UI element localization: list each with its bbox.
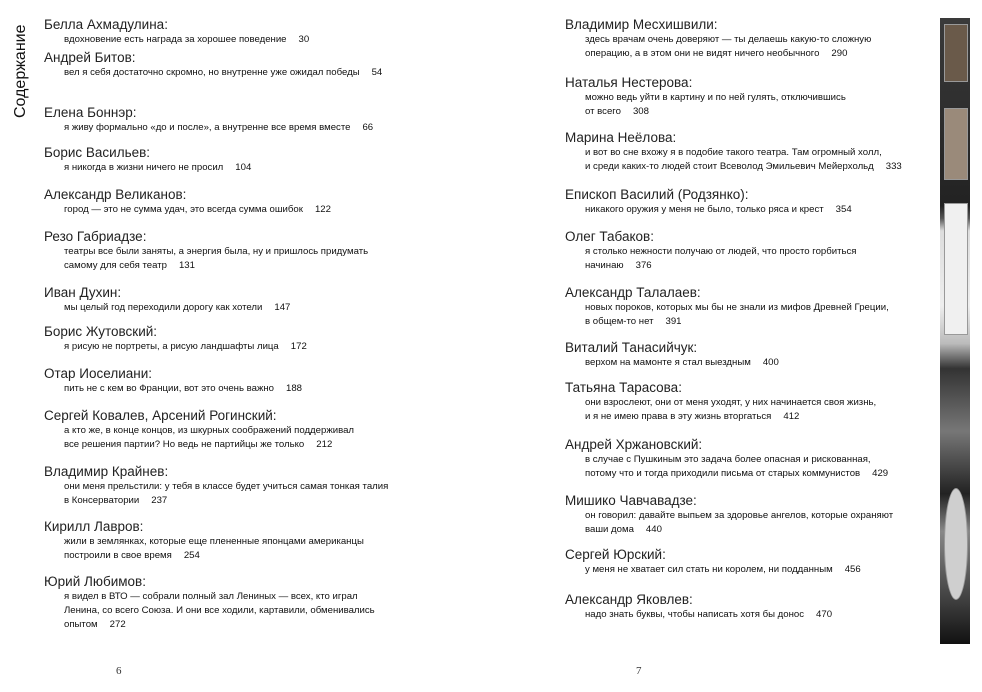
toc-quote	[64, 590, 464, 632]
toc-quote	[64, 424, 464, 452]
toc-quote	[64, 66, 464, 80]
toc-page-number: 470	[816, 609, 833, 620]
toc-quote-line: театры все были заняты, а энергия была, ну и пришлось придумать	[64, 246, 369, 257]
toc-quote-line: я видел в ВТО — собрали полный зал Лениных — всех, кто играл	[64, 591, 358, 602]
toc-quote	[585, 245, 925, 273]
toc-quote-line: потому что и тогда приходили письма от старых коммунистов 429	[585, 468, 889, 479]
toc-author: Епископ Василий (Родзянко):	[565, 187, 749, 202]
toc-quote-line: вел я себя достаточно скромно, но внутренне уже ожидал победы 54	[64, 67, 383, 78]
toc-author: Наталья Нестерова:	[565, 75, 693, 90]
toc-entry[interactable]	[44, 323, 464, 354]
toc-entry[interactable]	[44, 186, 464, 217]
toc-entry[interactable]	[565, 379, 925, 424]
toc-quote-line: в Консерватории 237	[64, 495, 168, 506]
toc-quote-line: и я не имею права в эту жизнь вторгаться 412	[585, 411, 800, 422]
toc-page-number: 188	[286, 383, 303, 394]
page-edge-photo	[940, 18, 970, 644]
toc-author: Владимир Месхишвили:	[565, 17, 718, 32]
toc-author: Андрей Битов:	[44, 50, 136, 65]
toc-entry[interactable]	[565, 546, 925, 577]
toc-quote-line: самому для себя театр 131	[64, 260, 195, 271]
toc-page-number: 237	[151, 495, 168, 506]
toc-quote	[585, 396, 925, 424]
toc-entry[interactable]	[44, 518, 464, 563]
toc-author: Белла Ахмадулина:	[44, 17, 168, 32]
toc-quote-line: новых пороков, которых мы бы не знали из мифов Древней Греции,	[585, 302, 889, 313]
toc-quote	[64, 161, 464, 175]
toc-quote	[585, 33, 925, 61]
toc-author: Татьяна Тарасова:	[565, 380, 682, 395]
toc-quote-line: надо знать буквы, чтобы написать хотя бы донос 470	[585, 609, 833, 620]
toc-quote-line: верхом на мамонте я стал выездным 400	[585, 357, 779, 368]
page-number-right: 7	[636, 665, 642, 677]
toc-entry[interactable]	[565, 284, 925, 329]
toc-quote	[585, 509, 925, 537]
toc-quote-line: я живу формально «до и после», а внутренне все время вместе 66	[64, 122, 374, 133]
toc-entry[interactable]	[44, 365, 464, 396]
toc-author: Борис Жутовский:	[44, 324, 158, 339]
toc-author: Виталий Танасийчук:	[565, 340, 698, 355]
toc-page-number: 376	[635, 260, 652, 271]
toc-quote-line: начинаю 376	[585, 260, 652, 271]
toc-quote	[585, 203, 925, 217]
toc-quote-line: и вот во сне вхожу я в подобие такого театра. Там огромный холл,	[585, 147, 882, 158]
toc-author: Андрей Хржановский:	[565, 437, 703, 452]
toc-page-number: 254	[183, 550, 200, 561]
toc-author: Елена Боннэр:	[44, 105, 137, 120]
toc-quote	[585, 301, 925, 329]
toc-page-number: 30	[298, 34, 310, 45]
toc-page-number: 104	[235, 162, 252, 173]
toc-quote-line: никакого оружия у меня не было, только ряса и крест 354	[585, 204, 852, 215]
toc-author: Александр Талалаев:	[565, 285, 701, 300]
toc-author: Юрий Любимов:	[44, 574, 146, 589]
toc-quote-line: мы целый год переходили дорогу как хотели 147	[64, 302, 291, 313]
toc-entry[interactable]	[565, 74, 925, 119]
toc-page-number: 147	[274, 302, 291, 313]
toc-quote-line: от всего 308	[585, 106, 649, 117]
section-title: Содержание	[12, 24, 29, 118]
toc-author: Кирилл Лавров:	[44, 519, 144, 534]
toc-quote	[585, 356, 925, 370]
toc-page-number: 290	[831, 48, 848, 59]
toc-entry[interactable]	[44, 407, 464, 452]
toc-quote	[585, 453, 925, 481]
toc-author: Александр Великанов:	[44, 187, 187, 202]
toc-page-number: 172	[290, 341, 307, 352]
toc-author: Отар Иоселиани:	[44, 366, 152, 381]
toc-quote-line: у меня не хватает сил стать ни королем, ни подданным 456	[585, 564, 861, 575]
toc-author: Мишико Чавчавадзе:	[565, 493, 697, 508]
toc-quote	[585, 563, 925, 577]
toc-author: Сергей Юрский:	[565, 547, 666, 562]
toc-page-number: 122	[314, 204, 331, 215]
toc-quote-line: вдохновение есть награда за хорошее поведение 30	[64, 34, 310, 45]
toc-entry[interactable]	[565, 591, 925, 622]
toc-quote-line: и среди каких-то людей стоит Всеволод Эмильевич Мейерхольд 333	[585, 161, 902, 172]
toc-quote-line: я рисую не портреты, а рисую ландшафты лица 172	[64, 341, 307, 352]
toc-quote-line: операцию, а в этом они не видят ничего необычного 290	[585, 48, 848, 59]
toc-quote	[585, 146, 925, 174]
toc-page-number: 131	[178, 260, 195, 271]
toc-quote-line: я никогда в жизни ничего не просил 104	[64, 162, 252, 173]
toc-quote-line: опытом 272	[64, 619, 126, 630]
toc-author: Марина Неёлова:	[565, 130, 677, 145]
toc-entry[interactable]	[44, 16, 464, 47]
toc-page-number: 333	[885, 161, 902, 172]
toc-quote-line: он говорил: давайте выпьем за здоровье ангелов, которые охраняют	[585, 510, 894, 521]
toc-page-number: 54	[371, 67, 383, 78]
toc-quote-line: в общем-то нет 391	[585, 316, 682, 327]
toc-quote-line: я столько нежности получаю от людей, что просто горбиться	[585, 246, 857, 257]
toc-quote-line: они взрослеют, они от меня уходят, у них начинается своя жизнь,	[585, 397, 877, 408]
toc-quote	[64, 121, 464, 135]
toc-entry[interactable]	[44, 104, 464, 135]
toc-entry[interactable]	[44, 463, 464, 508]
toc-entry[interactable]	[565, 492, 925, 537]
toc-author: Борис Васильев:	[44, 145, 151, 160]
toc-page-number: 354	[835, 204, 852, 215]
toc-quote-line: пить не с кем во Франции, вот это очень важно 188	[64, 383, 303, 394]
toc-entry[interactable]	[44, 284, 464, 315]
toc-quote-line: построили в свое время 254	[64, 550, 200, 561]
toc-quote-line: все решения партии? Но ведь не партийцы же только 212	[64, 439, 333, 450]
toc-author: Резо Габриадзе:	[44, 229, 147, 244]
toc-page-number: 212	[316, 439, 333, 450]
toc-quote-line: можно ведь уйти в картину и по ней гулять, отключившись	[585, 92, 846, 103]
toc-entry[interactable]	[565, 129, 925, 174]
toc-page-number: 272	[109, 619, 126, 630]
toc-entry[interactable]	[565, 228, 925, 273]
toc-quote	[64, 535, 464, 563]
toc-entry[interactable]	[44, 573, 464, 632]
toc-quote	[585, 608, 925, 622]
toc-author: Иван Духин:	[44, 285, 122, 300]
toc-page-number: 66	[362, 122, 374, 133]
toc-quote-line: здесь врачам очень доверяют — ты делаешь какую-то сложную	[585, 34, 872, 45]
toc-quote-line: а кто же, в конце концов, из шкурных соображений поддерживал	[64, 425, 355, 436]
toc-quote	[64, 340, 464, 354]
toc-quote	[64, 382, 464, 396]
toc-page-number: 400	[762, 357, 779, 368]
toc-quote	[64, 480, 464, 508]
toc-entry[interactable]	[565, 16, 925, 61]
toc-entry[interactable]	[44, 144, 464, 175]
toc-entry[interactable]	[565, 339, 925, 370]
toc-page-number: 391	[665, 316, 682, 327]
toc-page-number: 308	[632, 106, 649, 117]
toc-quote-line: ваши дома 440	[585, 524, 662, 535]
toc-entry[interactable]	[44, 228, 464, 273]
toc-quote	[64, 301, 464, 315]
page-number-left: 6	[116, 665, 122, 677]
toc-entry[interactable]	[565, 186, 925, 217]
toc-author: Александр Яковлев:	[565, 592, 693, 607]
toc-quote	[585, 91, 925, 119]
toc-page-number: 456	[844, 564, 861, 575]
toc-author: Сергей Ковалев, Арсений Рогинский:	[44, 408, 277, 423]
toc-page-number: 429	[872, 468, 889, 479]
toc-author: Олег Табаков:	[565, 229, 654, 244]
toc-quote	[64, 33, 464, 47]
toc-page-number: 440	[645, 524, 662, 535]
toc-author: Владимир Крайнев:	[44, 464, 169, 479]
toc-quote-line: они меня прельстили: у тебя в классе будет учиться самая тонкая талия	[64, 481, 389, 492]
toc-page-number: 412	[783, 411, 800, 422]
toc-quote-line: город — это не сумма удач, это всегда сумма ошибок 122	[64, 204, 331, 215]
toc-quote-line: Ленина, со всего Союза. И они все ходили, картавили, обменивались	[64, 605, 375, 616]
toc-entry[interactable]	[565, 436, 925, 481]
toc-quote	[64, 245, 464, 273]
toc-quote-line: жили в землянках, которые еще плененные японцами американцы	[64, 536, 364, 547]
toc-entry[interactable]	[44, 49, 464, 80]
toc-quote-line: в случае с Пушкиным это задача более опасная и рискованная,	[585, 454, 871, 465]
toc-quote	[64, 203, 464, 217]
